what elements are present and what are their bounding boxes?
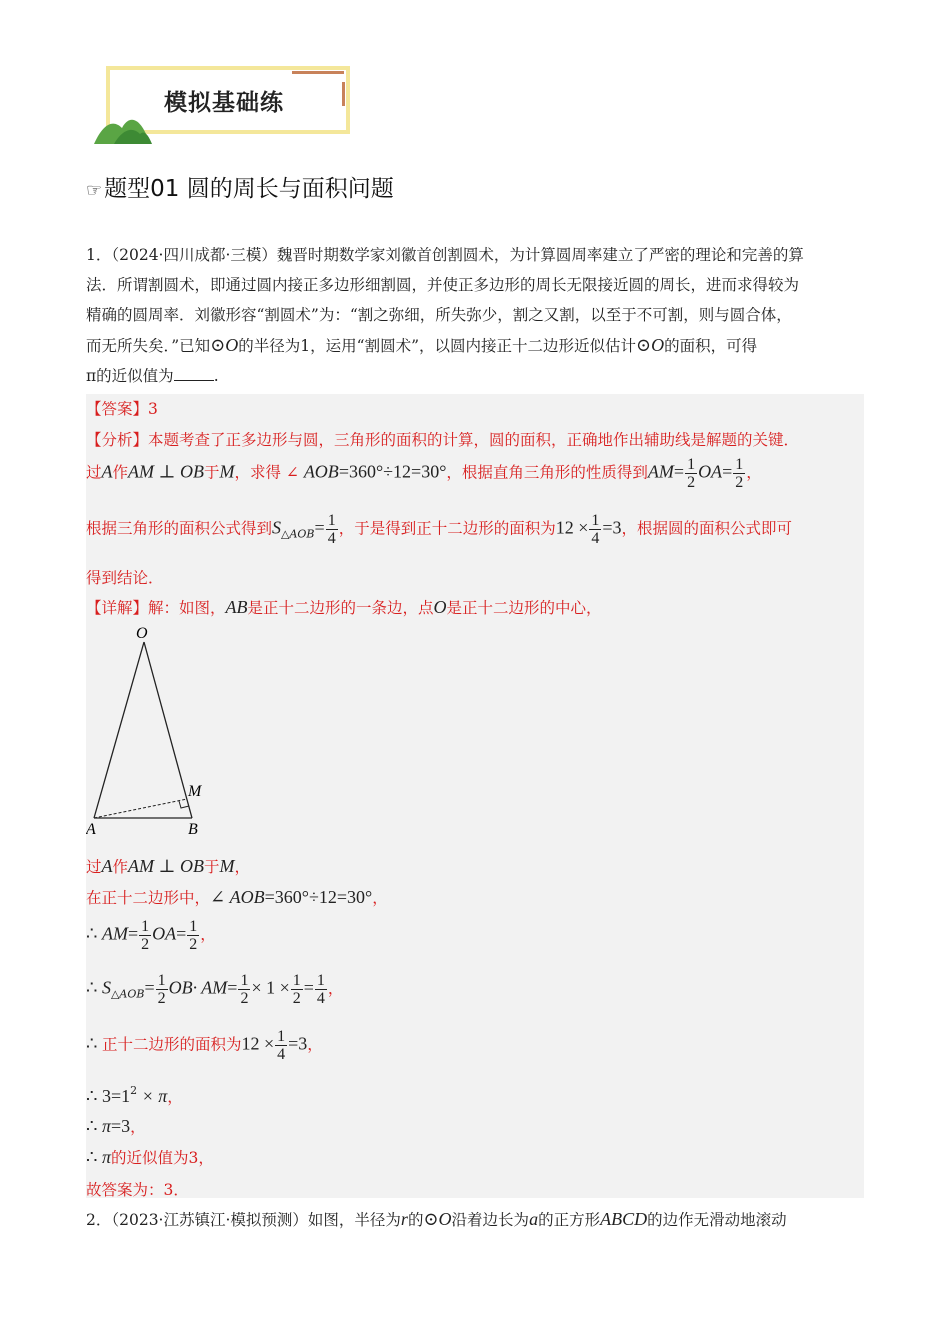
pointing-hand-icon: ☞: [86, 180, 103, 201]
label-B: B: [188, 821, 198, 838]
section-title-text: 题型01 圆的周长与面积问题: [104, 176, 394, 202]
step-3: ∴ AM= $\frac{1}{2}$ OA= $\frac{1}{2}$ ，: [86, 918, 216, 953]
step-4: ∴ $S_{\triangle AOB}=$ $\frac{1}{2}$ OB· AM= $\frac{1}{2}$ × 1 × $\frac{1}{2}$ = $\frac{1}{4}$ ，: [86, 972, 344, 1007]
step-8: ∴ π的近似值为3，: [86, 1147, 214, 1167]
q1-line: 精确的圆周率．刘徽形容“割圆术”为：“割之弥细，所失弥少，割之又割，以至于不可割，则与圆合体，: [86, 306, 792, 324]
badge-accent-line: [292, 71, 344, 74]
section-badge: [92, 64, 362, 144]
answer-blank: [174, 366, 214, 381]
analysis-line-3: 根据三角形的面积公式得到$S_{\triangle AOB}=$ $\frac{1}{4}$ ，于是得到正十二边形的面积为12 × $\frac{1}{4}$ =3，根据圆的面积公式即可: [86, 512, 793, 547]
segment-OB: [144, 642, 192, 818]
question-1: [86, 240, 866, 391]
question-2: 2．（2023·江苏镇江·模拟预测）如图，半径为r的⊙O沿着边长为a的正方形ABCD的边作无滑动地滚动: [86, 1209, 787, 1229]
badge-title: 模拟基础练: [164, 90, 284, 116]
q1-line: 1．（2024·四川成都·三模）魏晋时期数学家刘徽首创割圆术，为计算圆周率建立了严密的理论和完善的算: [86, 246, 804, 264]
final-answer: 故答案为：3．: [86, 1181, 189, 1199]
step-1: 过A作AM ⊥ OB于M，: [86, 856, 250, 876]
detail-line: 【详解】解：如图，AB是正十二边形的一条边，点O是正十二边形的中心，: [86, 597, 602, 617]
section-title: [86, 170, 394, 203]
hills-icon: [92, 108, 154, 144]
step-6: ∴ $3=1^2 \times \pi$，: [86, 1084, 183, 1106]
analysis-line-4: 得到结论．: [86, 569, 164, 587]
analysis-line-2: 过A作AM ⊥ OB于M，求得 ∠ AOB=360°÷12=30°，根据直角三角形的性质得到AM= $\frac{1}{2}$ OA= $\frac{1}{2}$ ，: [86, 456, 762, 491]
answer-line: 【答案】3: [86, 400, 158, 418]
label-M: M: [188, 783, 202, 800]
label-A: A: [86, 821, 96, 838]
analysis-line: 【分析】本题考查了正多边形与圆，三角形的面积的计算，圆的面积，正确地作出辅助线是解题的关键．: [86, 431, 800, 449]
q1-line: 而无所失矣．”已知⊙O的半径为1，运用“割圆术”，以圆内接正十二边形近似估计⊙O的面积，可得: [86, 335, 758, 355]
segment-AM: [94, 799, 187, 818]
step-5: ∴ 正十二边形的面积为12 × $\frac{1}{4}$ =3，: [86, 1028, 323, 1063]
triangle-figure: [86, 622, 226, 842]
label-O: O: [136, 625, 148, 642]
step-7: ∴ π=3，: [86, 1116, 146, 1136]
q1-line: 法．所谓割圆术，即通过圆内接正多边形细割圆，并使正多边形的周长无限接近圆的周长，进而求得较为: [86, 276, 800, 294]
badge-accent-tick: [342, 82, 345, 106]
q1-line: π的近似值为 .: [86, 367, 219, 385]
step-2: 在正十二边形中，∠ AOB=360°÷12=30°，: [86, 887, 388, 907]
segment-OA: [94, 642, 144, 818]
